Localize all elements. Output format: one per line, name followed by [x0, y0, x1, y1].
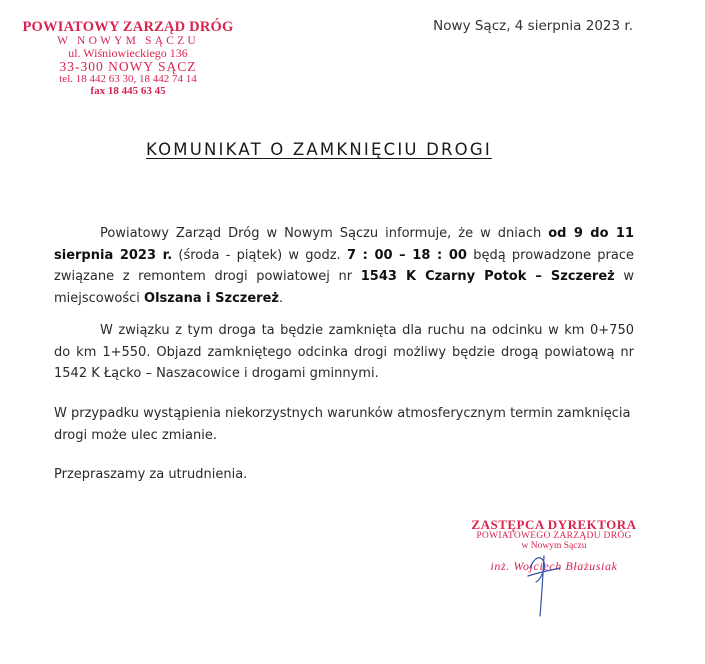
- paragraph-weather: [54, 403, 634, 446]
- apology-text: Przepraszamy za utrudnienia.: [54, 467, 248, 482]
- p1-text-5: .: [278, 290, 284, 306]
- paragraph-announcement: [54, 223, 634, 309]
- signature-title: ZASTĘPCA DYREKTORA: [471, 517, 637, 532]
- header-stamp: [18, 20, 238, 97]
- document-date: Nowy Sącz, 4 sierpnia 2023 r.: [433, 18, 633, 34]
- closure-dates: od 9 do 11 sierpnia 2023 r.: [54, 226, 635, 263]
- closure-hours: 7 : 00 – 18 : 00: [346, 247, 467, 263]
- p1-text-2: (środa - piątek) w godz.: [172, 247, 347, 263]
- stamp-zip-code: 33-300 NOWY SĄCZ: [59, 58, 197, 74]
- signatory-name: inż. Wojciech Błażusiak: [490, 558, 618, 573]
- locality-names: Olszana i Szczereż: [144, 290, 279, 306]
- paragraph-detour: [54, 320, 634, 385]
- p1-text-4: w miejscowości: [54, 269, 634, 306]
- p1-text-3: będą prowadzone prace związane z remontem drogi powiatowej nr: [54, 247, 634, 284]
- stamp-fax: fax 18 445 63 45: [90, 84, 166, 97]
- detour-text: W związku z tym droga ta będzie zamknięta dla ruchu na odcinku w km 0+750 do km 1+550. Objazd zamkniętego odcinka drogi możliwy będzie drogą powiatową nr 1542 K Łącko – Naszacowice i drogami gminnymi.: [54, 323, 634, 381]
- stamp-street: ul. Wiśniowieckiego 136: [68, 46, 188, 61]
- stamp-phone: tel. 18 442 63 30, 18 442 74 14: [59, 73, 197, 86]
- handwritten-signature: [500, 538, 590, 618]
- stamp-city: W NOWYM SĄCZU: [57, 35, 199, 48]
- paragraph-apology: [54, 464, 634, 486]
- p1-text-1: Powiatowy Zarząd Dróg w Nowym Sączu informuje, że w dniach: [100, 226, 549, 241]
- road-number: 1543 K Czarny Potok – Szczereż: [360, 269, 615, 284]
- signature-organization: POWIATOWEGO ZARZĄDU DRÓG: [476, 530, 632, 541]
- signature-city: w Nowym Sączu: [521, 540, 587, 551]
- stamp-organization-name: POWIATOWY ZARZĄD DRÓG: [22, 19, 234, 35]
- document-title: KOMUNIKAT O ZAMKNIĘCIU DROGI: [146, 140, 492, 159]
- weather-text: W przypadku wystąpienia niekorzystnych warunków atmosferycznym termin zamknięcia drogi może ulec zmianie.: [54, 406, 631, 443]
